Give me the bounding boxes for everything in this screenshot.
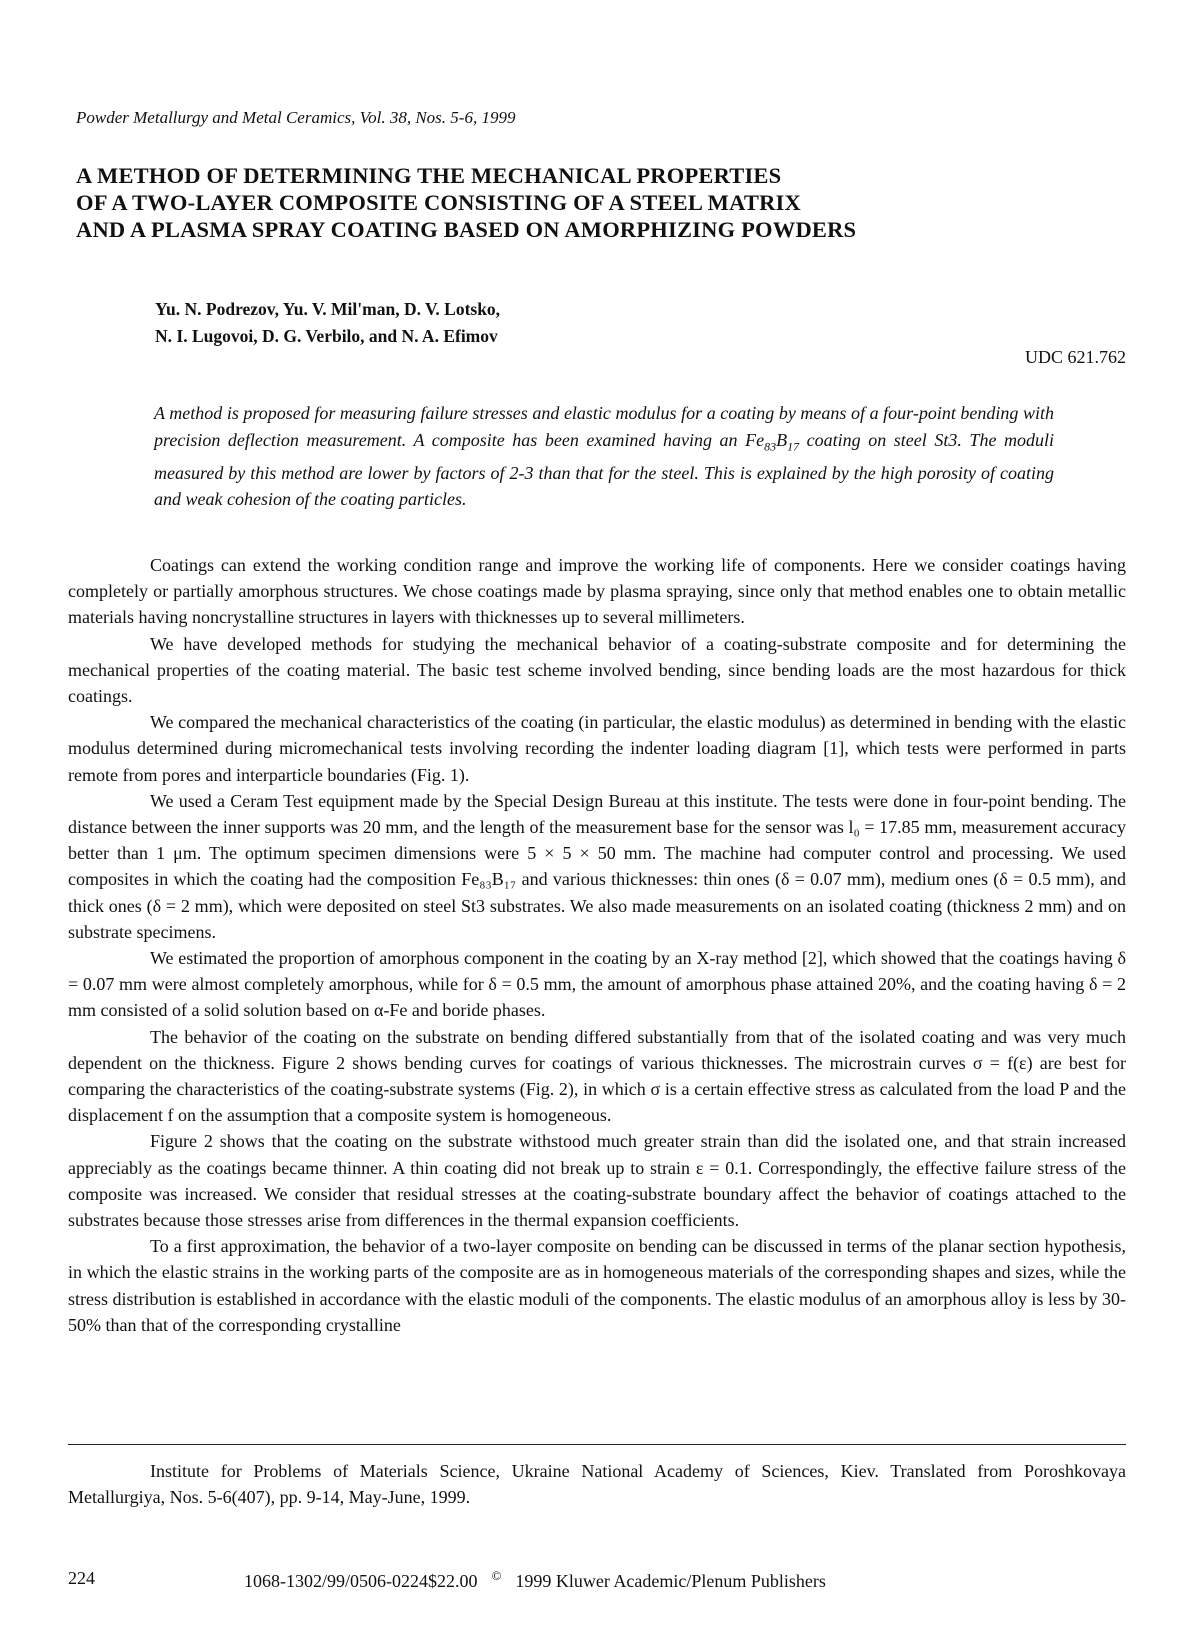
abstract-text: A method is proposed for measuring failure stresses and elastic modulus for a coating by means of a four-point bending with precision deflection measurement. A composite has been examined having an Fe <box>154 403 1054 450</box>
copyright-symbol: © <box>491 1568 502 1583</box>
journal-header: Powder Metallurgy and Metal Ceramics, Vol. 38, Nos. 5-6, 1999 <box>76 108 516 127</box>
author-list <box>155 296 500 350</box>
author-line: N. I. Lugovoi, D. G. Verbilo, and N. A. Efimov <box>155 326 498 346</box>
copyright-text: 1999 Kluwer Academic/Plenum Publishers <box>515 1571 826 1591</box>
abstract-subscript: 17 <box>787 439 800 454</box>
abstract-subscript: 83 <box>764 439 777 454</box>
paragraph: To a first approximation, the behavior of a two-layer composite on bending can be discussed in terms of the planar section hypothesis, in which the elastic strains in the working parts of the composite are as in homogeneous materials of the corresponding shapes and sizes, while the stress distribution is established in accordance with the elastic moduli of the components. The elastic modulus of an amorphous alloy is less by 30-50% than that of the corresponding crystalline <box>68 1236 1126 1335</box>
title-line: OF A TWO-LAYER COMPOSITE CONSISTING OF A STEEL MATRIX <box>76 190 801 215</box>
footnote-divider <box>68 1444 1126 1445</box>
paragraph: The behavior of the coating on the substrate on bending differed substantially from that of the isolated coating and was very much dependent on the thickness. Figure 2 shows bending curves for coatings of various thicknesses. The microstrain curves σ = f(ε) are best for comparing the characteristics of the coating-substrate systems (Fig. 2), in which σ is a certain effective stress as calculated from the load P and the displacement f on the assumption that a composite system is homogeneous. <box>68 1026 1126 1126</box>
paper-page <box>68 0 1126 1651</box>
paragraph: Figure 2 shows that the coating on the substrate withstood much greater strain than did the isolated one, and that strain increased appreciably as the coatings became thinner. A thin coating did not break up to strain ε = 0.1. Correspondingly, the effective failure stress of the composite was increased. We consider that residual stresses at the coating-substrate boundary affect the behavior of coatings attached to the substrates because those stresses arise from differences in the thermal expansion coefficients. <box>68 1131 1126 1231</box>
page-number: 224 <box>68 1568 95 1588</box>
author-line: Yu. N. Podrezov, Yu. V. Mil'man, D. V. Lotsko, <box>155 299 501 319</box>
abstract-text: coating on steel St3. The moduli measured by this method are lower by factors of 2-3 than that for the steel. This is explained by the high porosity of coating and weak cohesion of the coating particles. <box>154 429 1055 510</box>
affiliation-footnote: Institute for Problems of Materials Science, Ukraine National Academy of Sciences, Kiev. Translated from Poroshkovaya Metallurgiya, Nos. 5-6(407), pp. 9-14, May-June, 1999. <box>68 1461 1126 1507</box>
paragraph: We have developed methods for studying the mechanical behavior of a coating-substrate composite and for determining the mechanical properties of the coating material. The basic test scheme involved bending, since bending loads are the most hazardous for thick coatings. <box>68 633 1126 707</box>
paragraph: Coatings can extend the working condition range and improve the working life of components. Here we consider coatings having completely or partially amorphous structures. We chose coatings made by plasma spraying, since only that method enables one to obtain metallic materials having noncrystalline structures in layers with thicknesses up to several millimeters. <box>68 555 1126 628</box>
copyright-line <box>244 1568 840 1592</box>
abstract <box>154 400 1054 513</box>
paragraph: We estimated the proportion of amorphous component in the coating by an X-ray method [2], which showed that the coatings having δ = 0.07 mm were almost completely amorphous, while for δ = 0.5 mm, the amount of amorphous phase attained 20%, and the coating having δ = 2 mm consisted of a solid solution based on α-Fe and boride phases. <box>68 948 1126 1021</box>
abstract-text: B <box>776 429 788 450</box>
paper-title <box>76 162 856 243</box>
paragraph: We used a Ceram Test equipment made by the Special Design Bureau at this institute. The tests were done in four-point bending. The distance between the inner supports was 20 mm, and the length of the measurement base for the sensor was l₀ = 17.85 mm, measurement accuracy better than 1 μm. The optimum specimen dimensions were 5 × 5 × 50 mm. The machine had computer control and processing. We used composites in which the coating had the composition Fe₈₃B₁₇ and various thicknesses: thin ones (δ = 0.07 mm), medium ones (δ = 0.5 mm), and thick ones (δ = 2 mm), which were deposited on steel St3 substrates. We also made measurements on an isolated coating (thickness 2 mm) and on substrate specimens. <box>68 790 1127 942</box>
body-text <box>68 552 1126 1338</box>
paragraph: We compared the mechanical characteristics of the coating (in particular, the elastic modulus) as determined in bending with the elastic modulus determined during micromechanical tests involving recording the indenter loading diagram [1], which tests were performed in parts remote from pores and interparticle boundaries (Fig. 1). <box>68 712 1126 785</box>
publication-code: 1068-1302/99/0506-0224$22.00 <box>244 1571 478 1591</box>
udc-code: UDC 621.762 <box>1024 347 1126 367</box>
title-line: AND A PLASMA SPRAY COATING BASED ON AMORPHIZING POWDERS <box>76 217 857 242</box>
title-line: A METHOD OF DETERMINING THE MECHANICAL PROPERTIES <box>76 163 782 188</box>
